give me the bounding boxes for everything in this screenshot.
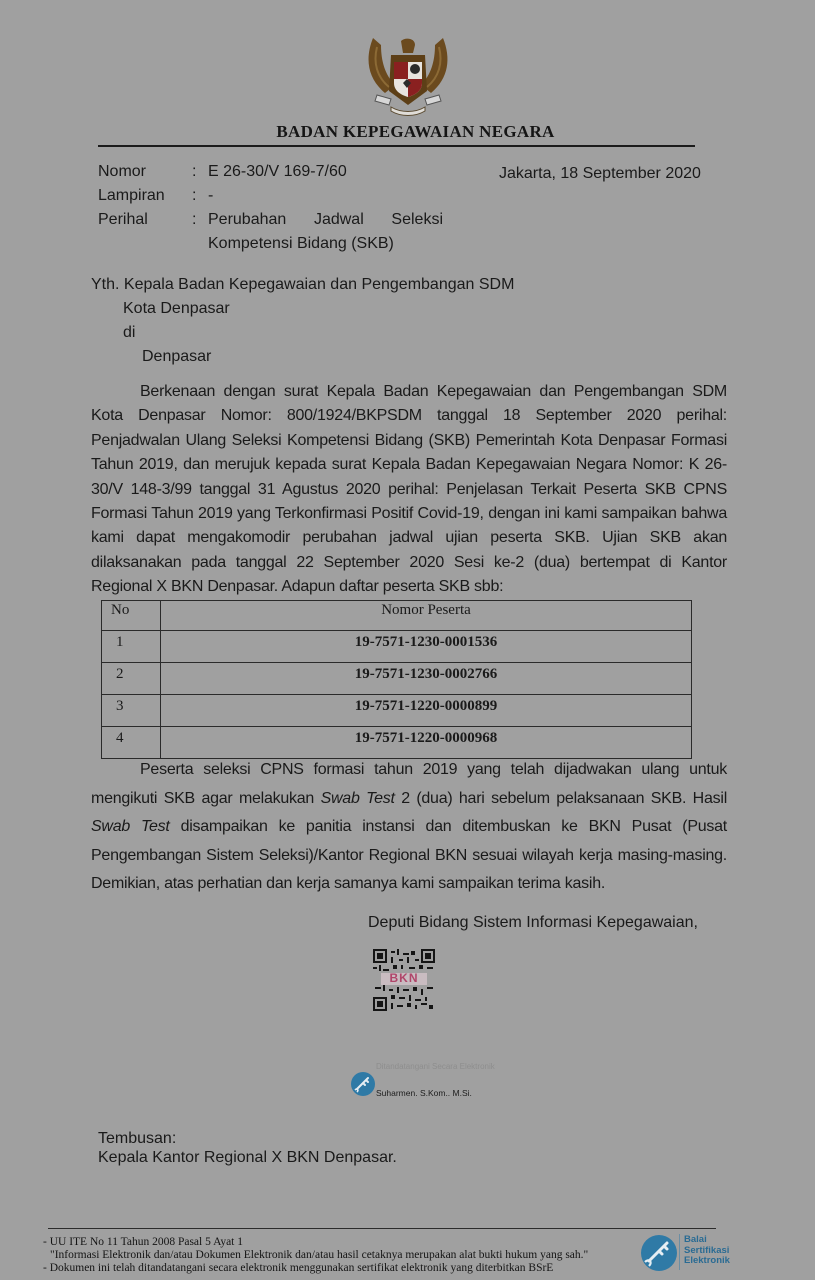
cc-label: Tembusan: <box>98 1130 177 1147</box>
cell-nomor-peserta: 19-7571-1220-0000899 <box>161 695 692 727</box>
footer-law-quote: "Informasi Elektronik dan/atau Dokumen Elektronik dan/atau hasil cetaknya merupakan alat bukti hukum yang sah." <box>50 1249 589 1261</box>
header-divider <box>98 145 695 147</box>
perihal-colon: : <box>192 211 197 228</box>
paragraph-text: Berkenaan dengan surat Kepala Badan Kepegawaian dan Pengembangan SDM Kota Denpasar Nomor: 800/1924/BKPSDM tanggal 18 September 2020 perihal: Penjadwalan Ulang Seleksi Kompetensi Bidang (SKB) Pemerintah Kota Denpasar Formasi Tahun 2019, dan merujuk kepada surat Kepala Badan Kepegawaian Negara Nomor: K 26-30/V 148-3/99 tanggal 31 Agustus 2020 perihal: Penjelasan Terkait Peserta SKB CPNS Formasi Tahun 2019 yang Terkonfirmasi Positif Covid-19, dengan ini kami sampaikan bahwa kami dapat mengakomodir perubahan jadwal ujian peserta SKB. Ujian SKB akan dilaksanakan pada tanggal 22 September 2020 Sesi ke-2 (dua) bertempat di Kantor Regional X BKN Denpasar. Adapun daftar peserta SKB sbb: <box>91 383 727 596</box>
perihal-word: Perubahan <box>208 211 287 228</box>
esign-note: Ditandatangani Secara Elektronik <box>376 1062 495 1071</box>
table-row <box>102 663 692 695</box>
cell-no: 4 <box>102 727 161 759</box>
addressee-line2: Kota Denpasar <box>123 300 230 317</box>
lampiran-label: Lampiran <box>98 187 165 204</box>
nomor-label: Nomor <box>98 163 147 180</box>
perihal-value-line1 <box>208 208 443 232</box>
bsre-divider <box>679 1234 680 1270</box>
body-paragraph-1 <box>91 380 727 600</box>
addressee-line3: di <box>123 324 136 341</box>
lampiran-colon: : <box>192 187 197 204</box>
table-row <box>102 695 692 727</box>
column-header-no: No <box>102 601 161 631</box>
footer-law-reference: - UU ITE No 11 Tahun 2008 Pasal 5 Ayat 1 <box>43 1236 244 1248</box>
footer-divider <box>48 1228 716 1229</box>
nomor-colon: : <box>192 163 197 180</box>
addressee-line4: Denpasar <box>142 348 212 365</box>
italic-term: Swab Test <box>91 818 170 835</box>
signer-name: Suharmen. S.Kom.. M.Si. <box>376 1088 472 1098</box>
italic-term: Swab Test <box>320 789 395 807</box>
table-header-row <box>102 601 692 631</box>
garuda-emblem-icon <box>363 33 453 118</box>
participants-table <box>101 600 692 759</box>
cell-no: 1 <box>102 631 161 663</box>
qr-code-icon <box>373 949 435 1011</box>
addressee-line1: Yth. Kepala Badan Kepegawaian dan Pengembangan SDM <box>91 276 515 293</box>
agency-title: BADAN KEPEGAWAIAN NEGARA <box>276 122 555 141</box>
footer-esign-statement: - Dokumen ini telah ditandatangani secara elektronik menggunakan sertifikat elektronik yang diterbitkan BSrE <box>43 1262 554 1274</box>
signatory-title: Deputi Bidang Sistem Informasi Kepegawaian, <box>368 914 698 931</box>
table-row <box>102 631 692 663</box>
qr-bkn-logo: BKN <box>389 971 419 985</box>
perihal-value-line2: Kompetensi Bidang (SKB) <box>208 235 394 252</box>
column-header-nomor-peserta: Nomor Peserta <box>161 601 692 631</box>
cell-nomor-peserta: 19-7571-1230-0002766 <box>161 663 692 695</box>
place-date: Jakarta, 18 September 2020 <box>499 165 701 182</box>
cell-nomor-peserta: 19-7571-1230-0001536 <box>161 631 692 663</box>
nomor-value: E 26-30/V 169-7/60 <box>208 163 347 180</box>
paragraph-text: Peserta seleksi CPNS formasi tahun 2019 yang telah dijadwakan ulang untuk mengikuti SKB agar melakukan Swab Test 2 (dua) hari sebelum pelaksanaan SKB. Hasil Swab Test disampaikan ke panitia instansi dan ditembuskan ke BKN Pusat (Pusat Pengembangan Sistem Seleksi)/Kantor Regional BKN sesuai wilayah kerja masing-masing. Demikian, atas perhatian dan kerja samanya kami sampaikan terima kasih. <box>91 761 727 892</box>
cc-recipient: Kepala Kantor Regional X BKN Denpasar. <box>98 1149 397 1166</box>
perihal-word: Jadwal <box>313 211 364 228</box>
cell-no: 3 <box>102 695 161 727</box>
cc-block <box>98 1129 397 1167</box>
cell-nomor-peserta: 19-7571-1220-0000968 <box>161 727 692 759</box>
perihal-label: Perihal <box>98 211 148 228</box>
cell-no: 2 <box>102 663 161 695</box>
perihal-word: Seleksi <box>391 211 443 228</box>
lampiran-value: - <box>208 187 214 204</box>
table-row <box>102 727 692 759</box>
bsre-key-icon <box>351 1072 375 1096</box>
bsre-wordmark: Balai Sertifikasi Elektronik <box>684 1234 730 1266</box>
bsre-logo-icon <box>640 1234 678 1272</box>
body-paragraph-2 <box>91 756 727 899</box>
